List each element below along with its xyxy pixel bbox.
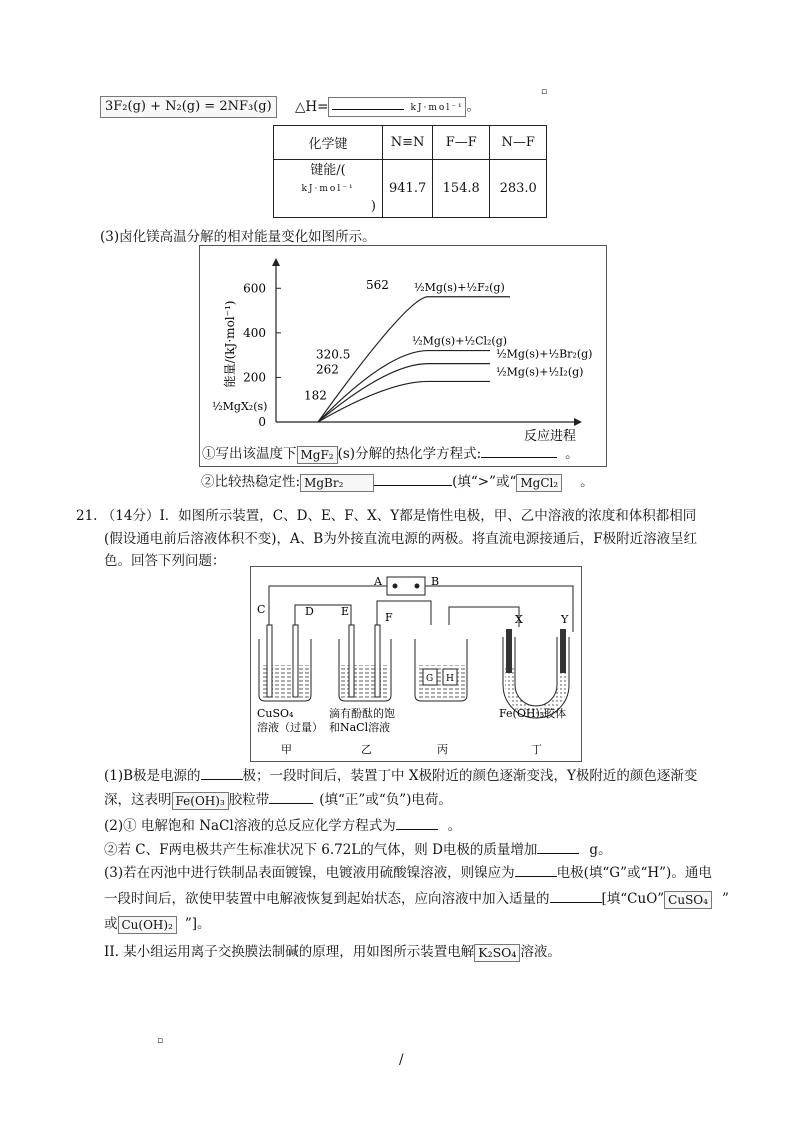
answer-blank[interactable]	[269, 803, 313, 804]
delta-h-label: △H=	[294, 98, 329, 115]
question-3b-line-1: (3)若在丙池中进行铁制品表面镀镍，电镀液用硫酸镍溶液，则镍应为 电极(填“G”或“H”)。通电	[104, 865, 712, 881]
answer-blank[interactable]	[396, 829, 438, 830]
mgcl2-box: MgCl₂	[516, 474, 562, 492]
y-tick-label: 400	[243, 325, 266, 340]
mgbr2-box: MgBr₂	[300, 474, 374, 492]
data-label: 562	[366, 277, 389, 292]
part-2-intro: II. 某小组运用离子交换膜法制碱的原理，用如图所示装置电解 K₂SO₄ 溶液。	[104, 944, 561, 960]
table-cell: 283.0	[490, 160, 547, 218]
y-axis-arrow	[272, 258, 280, 266]
question-21-line-1: 21. （14分）Ⅰ．如图所示装置，C、D、E、F、X、Y都是惰性电极，甲、乙中溶液的浓度和体积都相同	[76, 508, 697, 524]
series-name: ½Mg(s)+½F₂(g)	[414, 280, 505, 294]
table-header-cell: 化学键	[274, 126, 383, 160]
question-1-line-1: (1)B极是电源的 极；一段时间后，装置丁中 X极附近的颜色逐渐变浅，Y极附近的颜色逐渐变	[104, 768, 698, 784]
bottom-mark: ▫	[157, 1036, 164, 1046]
electrolysis-apparatus-diagram	[251, 567, 581, 761]
name-bing: 丙	[437, 743, 448, 756]
terminal-a-label: A	[374, 575, 382, 588]
question-3-2: ②比较热稳定性: MgBr₂ (填“>”或“ MgCl₂ 。	[201, 474, 594, 490]
electrode-c-label: C	[257, 603, 266, 616]
electrode-g-label: G	[426, 674, 434, 684]
page-footer: /	[399, 1052, 404, 1068]
question-3-1: ①写出该温度下 MgF₂ (s)分解的热化学方程式: 。	[202, 446, 579, 462]
data-label: 182	[304, 388, 327, 403]
table-row-label: 键能/( kJ·mol⁻¹ )	[274, 160, 383, 218]
question-2-line-1: (2)① 电解饱和 NaCl溶液的总反应化学方程式为 。	[104, 818, 462, 834]
table-cell: 154.8	[433, 160, 490, 218]
terminal-b-label: B	[431, 575, 440, 588]
cuso4-box: CuSO₄	[664, 891, 712, 909]
answer-blank[interactable]	[201, 779, 243, 780]
answer-blank[interactable]	[515, 876, 557, 877]
delta-h-answer-box[interactable]: kJ·mol⁻¹	[328, 97, 466, 117]
corner-mark: ▫	[541, 87, 548, 97]
question-3-intro: (3)卤化镁高温分解的相对能量变化如图所示。	[100, 229, 376, 245]
cell-yi-label-2: 和NaCl溶液	[329, 721, 391, 734]
start-label: ½MgX₂(s)	[212, 400, 268, 413]
series-line	[318, 364, 490, 422]
name-ding: 丁	[531, 743, 542, 756]
name-yi: 乙	[361, 743, 372, 756]
k2so4-box: K₂SO₄	[474, 944, 520, 962]
series-name: ½Mg(s)+½Cl₂(g)	[412, 334, 508, 348]
data-label: 320.5	[316, 347, 351, 362]
cell-jia-label-2: 溶液（过量）	[257, 721, 323, 734]
electrode-x-label: X	[515, 613, 523, 626]
x-axis-arrow	[574, 418, 582, 426]
reaction-equation-box: 3F₂(g) + N₂(g) = 2NF₃(g)	[100, 96, 277, 118]
electrode-f-label: F	[385, 611, 393, 624]
bond-energy-table	[273, 125, 547, 218]
table-header-cell: F—F	[433, 126, 490, 160]
question-1-line-2: 深，这表明 Fe(OH)₃ 胶粒带 (填“正”或“负”)电荷。	[104, 792, 452, 808]
y-axis-label: 能量/(kJ·mol⁻¹)	[223, 300, 237, 388]
y-tick-label: 200	[243, 370, 266, 385]
reaction-line: 3F₂(g) + N₂(g) = 2NF₃(g) △H= kJ·mol⁻¹ 。	[100, 96, 480, 118]
electrode-d-label: D	[305, 605, 314, 618]
feoh3-box: Fe(OH)₃	[172, 792, 229, 810]
y-tick-label: 600	[243, 281, 266, 296]
answer-blank[interactable]	[374, 485, 452, 486]
question-21-line-2: (假设通电前后溶液体积不变)，A、B为外接直流电源的两极。将直流电源接通后，F极附近溶液呈红	[104, 531, 698, 547]
electrode-e-label: E	[341, 605, 350, 618]
data-label: 262	[316, 362, 339, 377]
mgf2-box: MgF₂	[297, 446, 338, 464]
electrode-h-label: H	[446, 674, 454, 684]
electrode-y-label: Y	[561, 613, 569, 626]
cell-jia-label-1: CuSO₄	[257, 707, 294, 720]
cell-ding-label: Fe(OH)₃胶体	[499, 707, 567, 720]
series-name: ½Mg(s)+½Br₂(g)	[496, 347, 593, 361]
answer-blank[interactable]	[537, 853, 579, 854]
cuoh2-box: Cu(OH)₂	[118, 916, 177, 934]
question-3b-line-2: 一段时间后，欲使甲装置中电解液恢复到起始状态，应向溶液中加入适量的 [填“CuO” CuSO₄ ”	[104, 891, 729, 907]
answer-blank[interactable]	[550, 902, 602, 903]
cell-yi-label-1: 滴有酚酞的饱	[329, 707, 395, 720]
series-name: ½Mg(s)+½I₂(g)	[496, 365, 584, 379]
table-cell: 941.7	[383, 160, 433, 218]
table-header-cell: N≡N	[383, 126, 433, 160]
electrolysis-apparatus-frame	[250, 566, 582, 762]
x-axis-label: 反应进程	[523, 429, 577, 444]
name-jia: 甲	[281, 743, 292, 756]
question-2-line-2: ②若 C、F两电极共产生标准状况下 6.72L的气体，则 D电极的质量增加 g。	[104, 842, 612, 858]
question-21-line-3: 色。回答下列问题：	[104, 553, 226, 569]
energy-chart-frame	[199, 245, 607, 467]
y-tick-label: 0	[258, 415, 266, 429]
answer-blank[interactable]	[481, 457, 557, 458]
question-3b-line-3: 或 Cu(OH)₂ ”]。	[104, 916, 211, 932]
table-header-cell: N—F	[490, 126, 547, 160]
energy-chart	[200, 246, 606, 466]
